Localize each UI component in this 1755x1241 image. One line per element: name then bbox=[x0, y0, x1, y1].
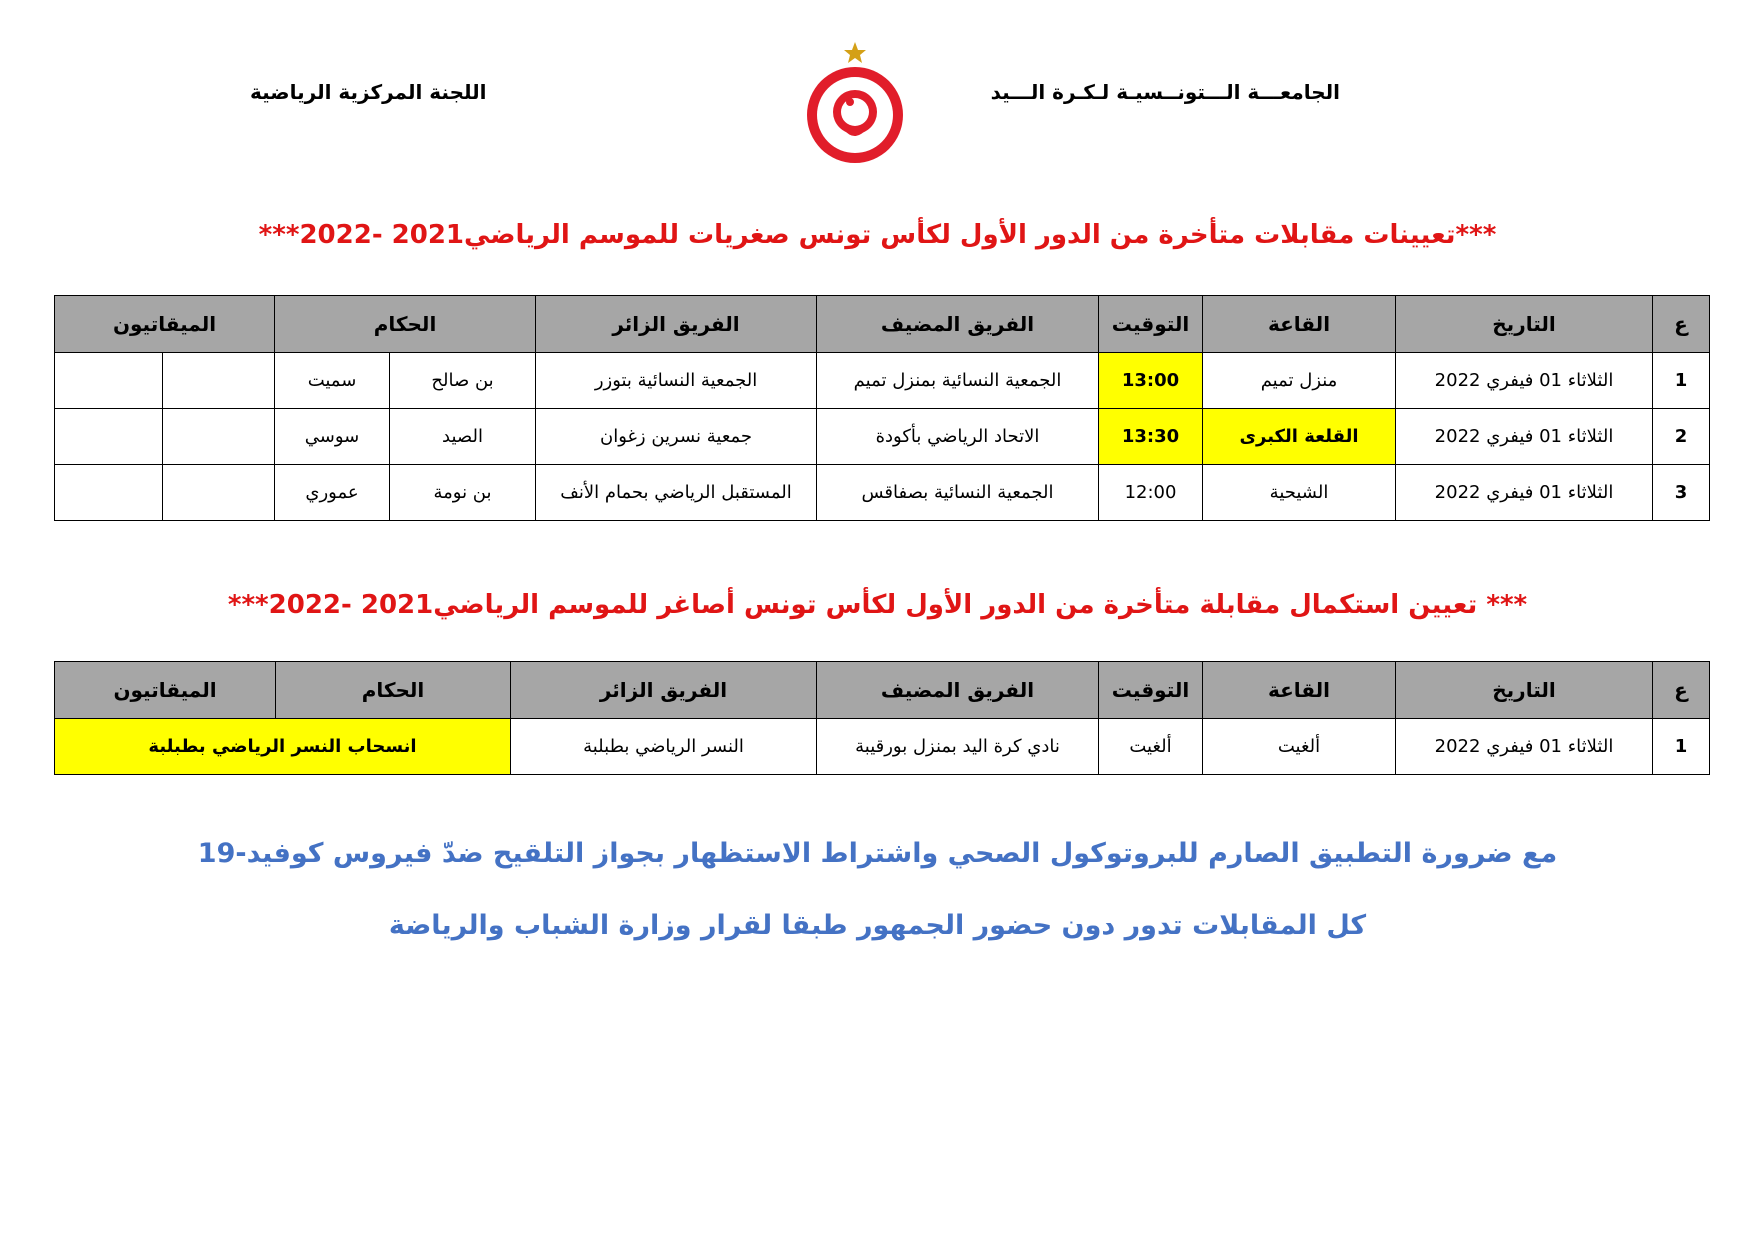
col-away: الفريق الزائر bbox=[536, 296, 817, 353]
row-time: 12:00 bbox=[1099, 465, 1203, 521]
section2-title: *** تعيين استكمال مقابلة متأخرة من الدور الأول لكأس تونس أصاغر للموسم الرياضي2021 -2022*** bbox=[227, 590, 1528, 620]
col-away: الفريق الزائر bbox=[511, 662, 817, 719]
row-home: نادي كرة اليد بمنزل بورقيبة bbox=[817, 719, 1099, 775]
withdrawal-notice: انسحاب النسر الرياضي بطبلبة bbox=[55, 719, 511, 775]
health-protocol-note: مع ضرورة التطبيق الصارم للبروتوكول الصحي واشتراط الاستظهار بجواز التلقيح ضدّ فيروس كوفيد-19 bbox=[197, 838, 1558, 869]
row-timekeeper-2 bbox=[55, 465, 163, 521]
col-timekeepers: الميقاتيون bbox=[55, 296, 275, 353]
col-home: الفريق المضيف bbox=[817, 296, 1099, 353]
col-referees: الحكام bbox=[276, 662, 511, 719]
row-date: الثلاثاء 01 فيفري 2022 bbox=[1396, 353, 1653, 409]
row-hall: الشيحية bbox=[1203, 465, 1396, 521]
row-referee-1: بن نومة bbox=[390, 465, 536, 521]
row-timekeeper-2 bbox=[55, 353, 163, 409]
col-num: ع bbox=[1653, 662, 1710, 719]
row-away: المستقبل الرياضي بحمام الأنف bbox=[536, 465, 817, 521]
row-referee-2: عموري bbox=[275, 465, 390, 521]
row-date: الثلاثاء 01 فيفري 2022 bbox=[1396, 465, 1653, 521]
row-hall: ألغيت bbox=[1203, 719, 1396, 775]
col-home: الفريق المضيف bbox=[817, 662, 1099, 719]
row-num: 2 bbox=[1653, 409, 1710, 465]
row-referee-1: بن صالح bbox=[390, 353, 536, 409]
row-referee-1: الصيد bbox=[390, 409, 536, 465]
col-hall: القاعة bbox=[1203, 296, 1396, 353]
row-home: الاتحاد الرياضي بأكودة bbox=[817, 409, 1099, 465]
row-timekeeper-1 bbox=[163, 409, 275, 465]
col-date: التاريخ bbox=[1396, 296, 1653, 353]
row-home: الجمعية النسائية بصفاقس bbox=[817, 465, 1099, 521]
section1-title: ***تعيينات مقابلات متأخرة من الدور الأول لكأس تونس صغريات للموسم الرياضي2021 -2022*** bbox=[258, 220, 1497, 250]
col-hall: القاعة bbox=[1203, 662, 1396, 719]
table-header-row bbox=[55, 662, 1710, 719]
assignments-table-1 bbox=[54, 295, 1710, 521]
table-row bbox=[55, 465, 1710, 521]
row-referee-2: سوسي bbox=[275, 409, 390, 465]
col-referees: الحكام bbox=[275, 296, 536, 353]
row-date: الثلاثاء 01 فيفري 2022 bbox=[1396, 409, 1653, 465]
row-hall: منزل تميم bbox=[1203, 353, 1396, 409]
col-timekeepers: الميقاتيون bbox=[55, 662, 276, 719]
row-timekeeper-1 bbox=[163, 465, 275, 521]
row-num: 1 bbox=[1653, 719, 1710, 775]
row-time: 13:30 bbox=[1099, 409, 1203, 465]
col-date: التاريخ bbox=[1396, 662, 1653, 719]
row-num: 1 bbox=[1653, 353, 1710, 409]
row-time: 13:00 bbox=[1099, 353, 1203, 409]
federation-logo bbox=[800, 40, 910, 170]
row-hall: القلعة الكبرى bbox=[1203, 409, 1396, 465]
row-time: ألغيت bbox=[1099, 719, 1203, 775]
col-num: ع bbox=[1653, 296, 1710, 353]
row-timekeeper-1 bbox=[163, 353, 275, 409]
col-time: التوقيت bbox=[1099, 662, 1203, 719]
row-num: 3 bbox=[1653, 465, 1710, 521]
row-referee-2: سميت bbox=[275, 353, 390, 409]
committee-name: اللجنة المركزية الرياضية bbox=[250, 80, 487, 104]
table-header-row bbox=[55, 296, 1710, 353]
row-timekeeper-2 bbox=[55, 409, 163, 465]
row-away: الجمعية النسائية بتوزر bbox=[536, 353, 817, 409]
row-away: النسر الرياضي بطبلبة bbox=[511, 719, 817, 775]
federation-name: الجامعـــة الـــتونــسيـة لـكـرة الـــيد bbox=[990, 80, 1340, 104]
table-row bbox=[55, 409, 1710, 465]
row-away: جمعية نسرين زغوان bbox=[536, 409, 817, 465]
table-row bbox=[55, 719, 1710, 775]
no-spectators-note: كل المقابلات تدور دون حضور الجمهور طبقا لقرار وزارة الشباب والرياضة bbox=[388, 910, 1367, 941]
row-home: الجمعية النسائية بمنزل تميم bbox=[817, 353, 1099, 409]
table-row bbox=[55, 353, 1710, 409]
row-date: الثلاثاء 01 فيفري 2022 bbox=[1396, 719, 1653, 775]
col-time: التوقيت bbox=[1099, 296, 1203, 353]
assignments-table-2 bbox=[54, 661, 1710, 775]
